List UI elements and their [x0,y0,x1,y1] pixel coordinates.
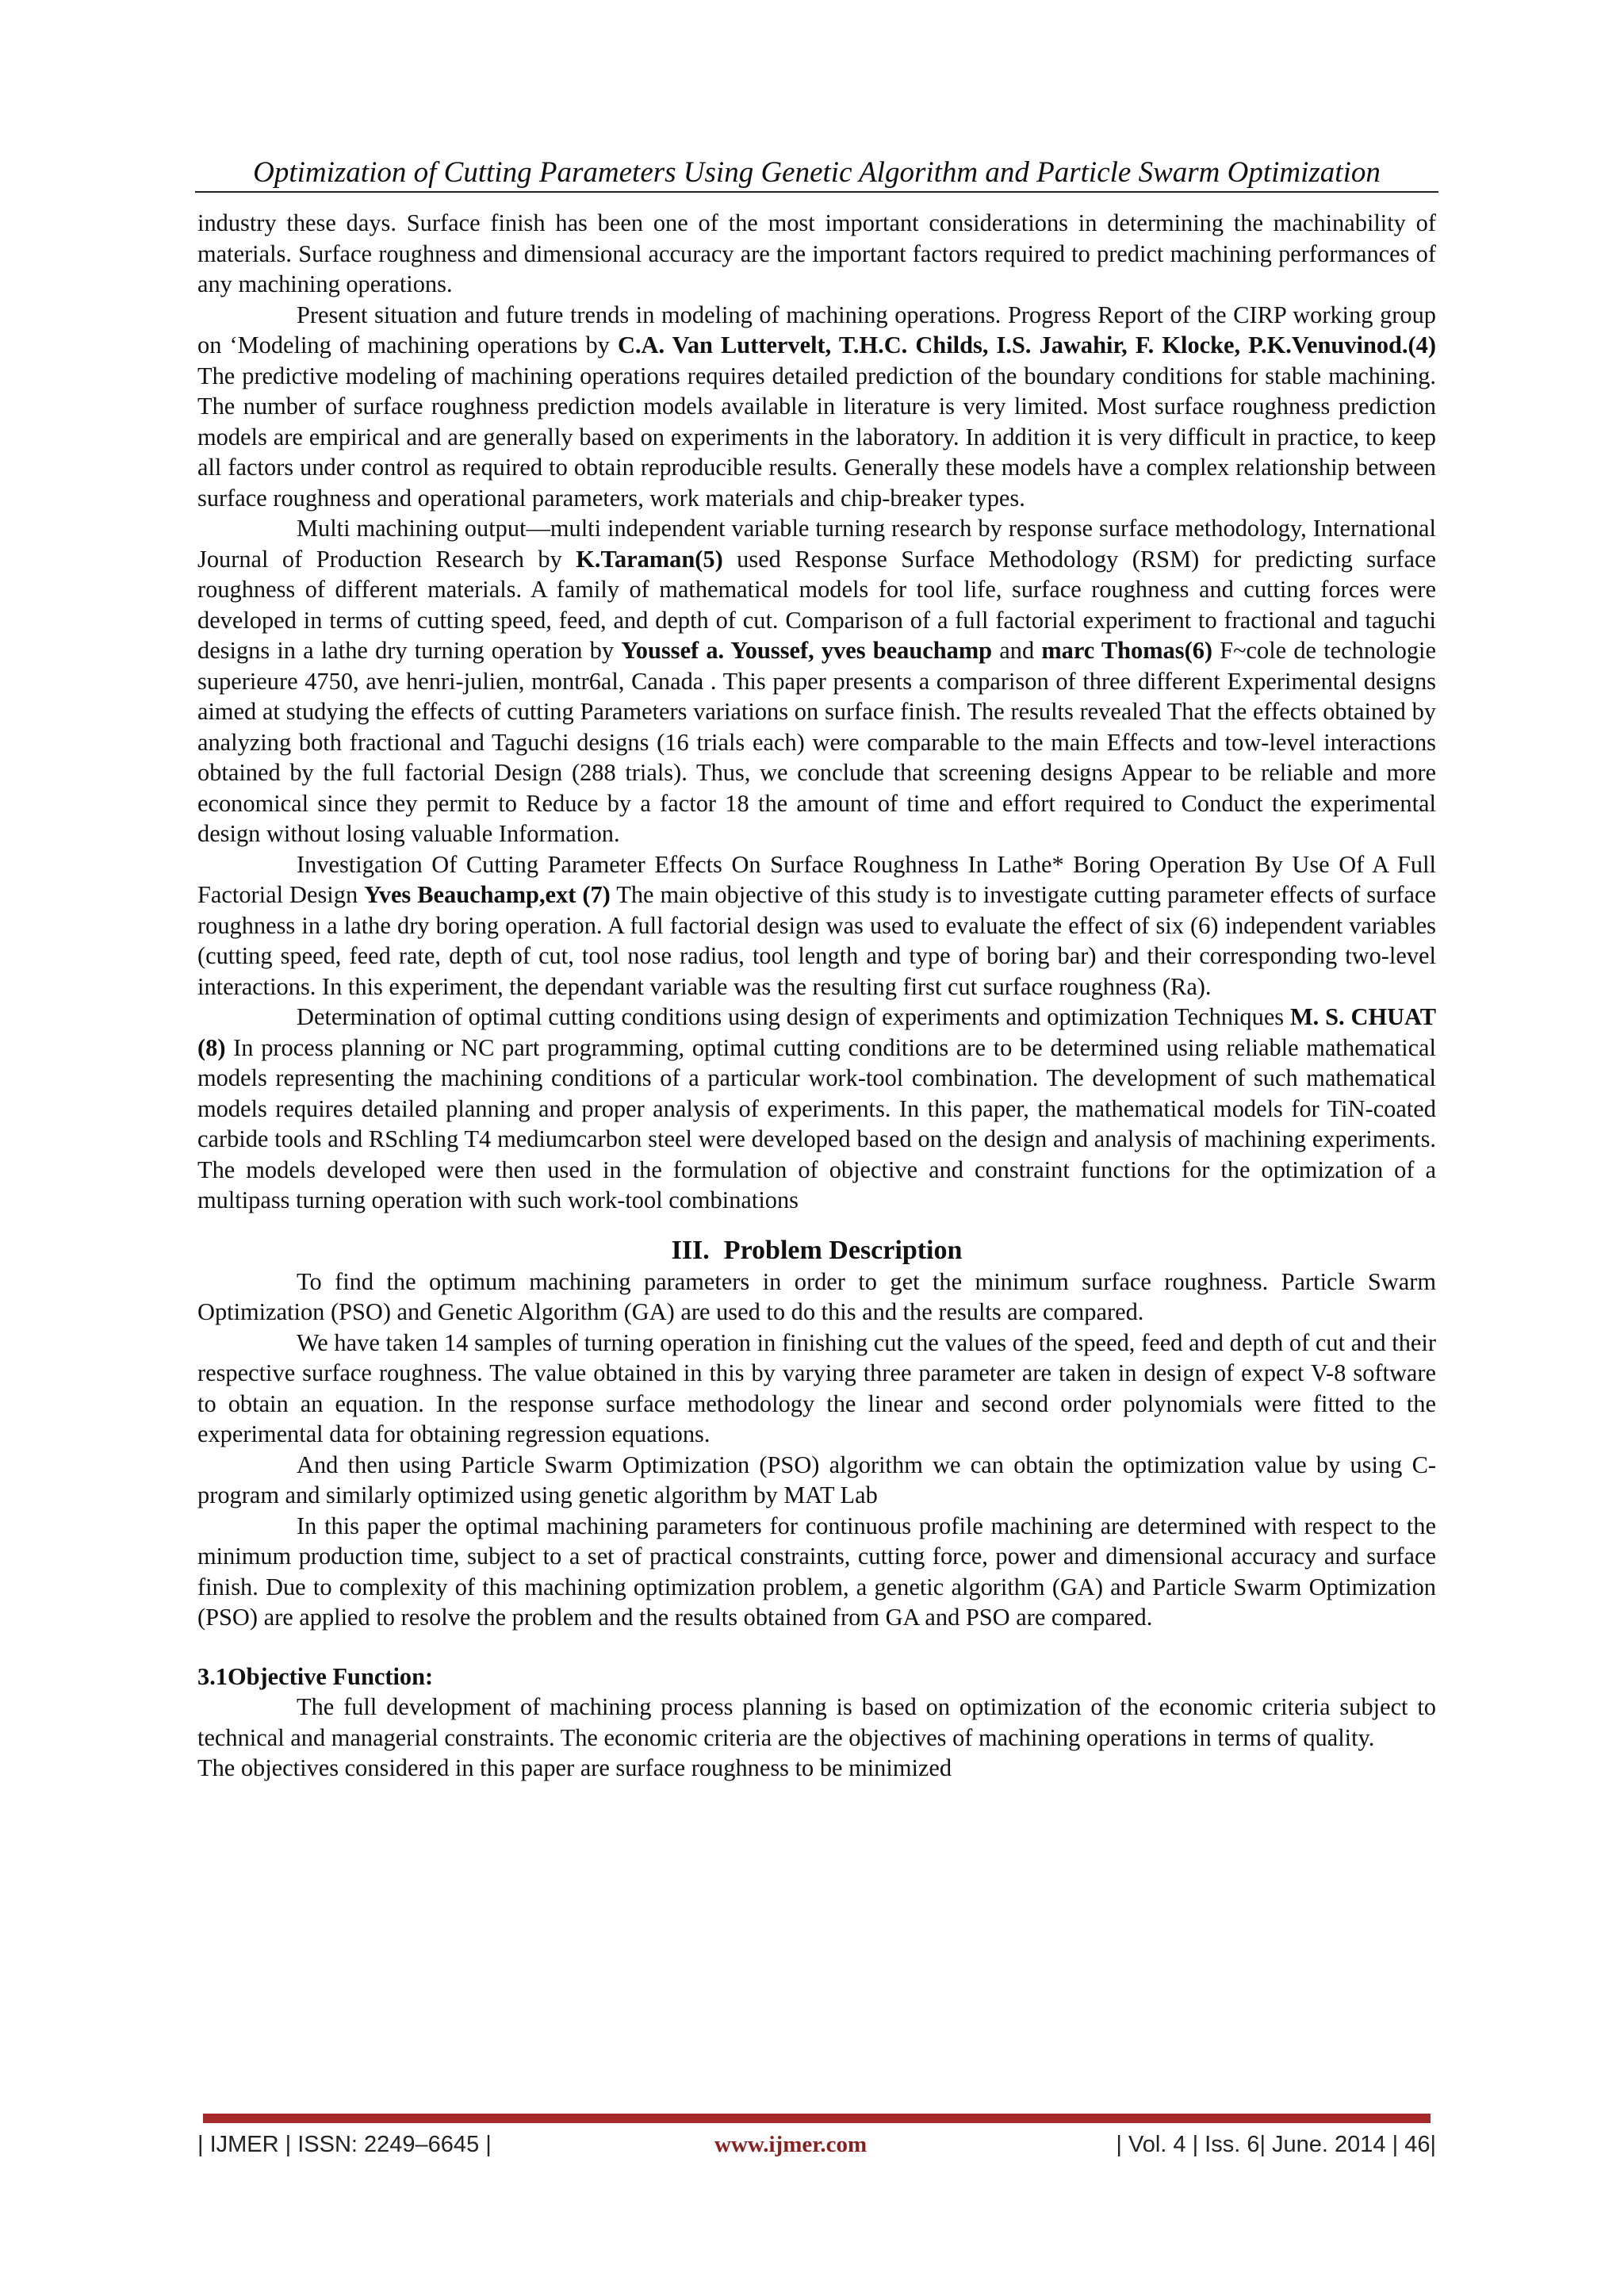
paragraph: We have taken 14 samples of turning operation in finishing cut the values of the speed, feed and depth of cut and their respective surface roughness. The value obtained in this by varying three parameter are taken in design of expect V-8 software to obtain an equation. In the response surface methodology the linear and second order polynomials were fitted to the experimental data for obtaining regression equations. [197,1328,1436,1447]
text-span: Present situation and future trends in modeling of machining operations. Progress Report of the CIRP working group on ‘Modeling of machining operations by [197,301,1436,358]
running-title: Optimization of Cutting Parameters Using Genetic Algorithm and Particle Swarm Optimization [253,156,1381,189]
subsection-heading: 3.1Objective Function: [197,1662,434,1690]
text-span: used Response Surface Methodology (RSM) for predicting surface roughness of different materials. A family of mathematical models for tool life, surface roughness and cutting forces were developed in terms of cutting speed, feed, and depth of cut. Comparison of a full factorial experiment to fractional and taguchi designs in a lathe dry turning operation by [197,545,1436,664]
paragraph: And then using Particle Swarm Optimization (PSO) algorithm we can obtain the optimization value by using C-program and similarly optimized using genetic algorithm by MAT Lab [197,1451,1436,1508]
author-citation: marc Thomas(6) [1041,637,1213,664]
body-text [197,208,1436,1784]
paragraph: industry these days. Surface finish has been one of the most important considerations in determining the machinability of materials. Surface roughness and dimensional accuracy are the important factors required to predict machining performances of any machining operations. [197,209,1436,297]
page-footer [197,2132,1436,2164]
paragraph [197,300,1436,514]
footer-bar [203,2114,1431,2123]
footer-journal-issn: | IJMER | ISSN: 2249–6645 | [197,2132,492,2157]
text-span: Determination of optimal cutting conditions using design of experiments and optimization Techniques [297,1003,1290,1030]
text-span: Investigation Of Cutting Parameter Effects On Surface Roughness In Lathe* Boring Operation By Use Of A Full Factorial Design [197,850,1436,908]
paragraph [197,1002,1436,1216]
paragraph: To find the optimum machining parameters in order to get the minimum surface roughness. Particle Swarm Optimization (PSO) and Genetic Algorithm (GA) are used to do this and the results are compared. [197,1267,1436,1325]
paragraph: In this paper the optimal machining parameters for continuous profile machining are determined with respect to the minimum production time, subject to a set of practical constraints, cutting force, power and dimensional accuracy and surface finish. Due to complexity of this machining optimization problem, a genetic algorithm (GA) and Particle Swarm Optimization (PSO) are applied to resolve the problem and the results obtained from GA and PSO are compared. [197,1512,1436,1631]
header-rule [195,191,1438,193]
paragraph: The full development of machining process planning is based on optimization of the economic criteria subject to technical and managerial constraints. The economic criteria are the objectives of machining operations in terms of quality. [197,1693,1436,1751]
author-citation: Youssef a. Youssef, yves beauchamp [621,637,993,664]
author-citation: C.A. Van Luttervelt, T.H.C. Childs, I.S. Jawahir, F. Klocke, P.K.Venuvinod.(4) [618,332,1436,358]
section-title: Problem Description [723,1235,963,1265]
text-span: In process planning or NC part programming, optimal cutting conditions are to be determined using reliable mathematical models representing the machining conditions of a particular work-tool combination. The development of such mathematical models requires detailed planning and proper analysis of experiments. In this paper, the mathematical models for TiN-coated carbide tools and RSchling T4 mediumcarbon steel were developed based on the design and analysis of machining experiments. The models developed were then used in the formulation of objective and constraint functions for the optimization of a multipass turning operation with such work-tool combinations [197,1033,1436,1213]
paragraph: The objectives considered in this paper are surface roughness to be minimized [197,1754,952,1781]
footer-volume-page: | Vol. 4 | Iss. 6| June. 2014 | 46| [1116,2132,1436,2157]
author-citation: M. S. CHUAT (8) [197,1003,1436,1061]
text-span: Multi machining output—multi independent variable turning research by response surface methodology, International Journal of Production Research by [197,515,1436,573]
section-heading [197,1235,1436,1267]
text-span: and [992,637,1042,664]
text-span: F~cole de technologie superieure 4750, ave henri-julien, montr6al, Canada . This paper presents a comparison of three different Experimental designs aimed at studying the effects of cutting Parameters variations on surface finish. The results revealed That the effects obtained by analyzing both fractional and Taguchi designs (16 trials each) were comparable to the main Effects and tow-level interactions obtained by the full factorial Design (288 trials). Thus, we conclude that screening designs Appear to be reliable and more economical since they permit to Reduce by a factor 18 the amount of time and effort required to Conduct the experimental design without losing valuable Information. [197,637,1436,847]
section-number: III. [671,1235,710,1265]
author-citation: K.Taraman(5) [576,545,723,573]
text-span: The predictive modeling of machining operations requires detailed prediction of the boundary conditions for stable machining. The number of surface roughness prediction models available in literature is very limited. Most surface roughness prediction models are empirical and are generally based on experiments in the laboratory. In addition it is very difficult in practice, to keep all factors under control as required to obtain reproducible results. Generally these models have a complex relationship between surface roughness and operational parameters, work materials and chip-breaker types. [197,362,1436,512]
text-span: The main objective of this study is to investigate cutting parameter effects of surface roughness in a lathe dry boring operation. A full factorial design was used to evaluate the effect of six (6) independent variables (cutting speed, feed rate, depth of cut, tool nose radius, tool length and type of boring bar) and their corresponding two-level interactions. In this experiment, the dependant variable was the resulting first cut surface roughness (Ra). [197,881,1436,1000]
footer-website-link[interactable]: www.ijmer.com [714,2132,868,2157]
paragraph [197,513,1436,849]
author-citation: Yves Beauchamp,ext (7) [364,881,611,908]
paragraph [197,849,1436,1002]
